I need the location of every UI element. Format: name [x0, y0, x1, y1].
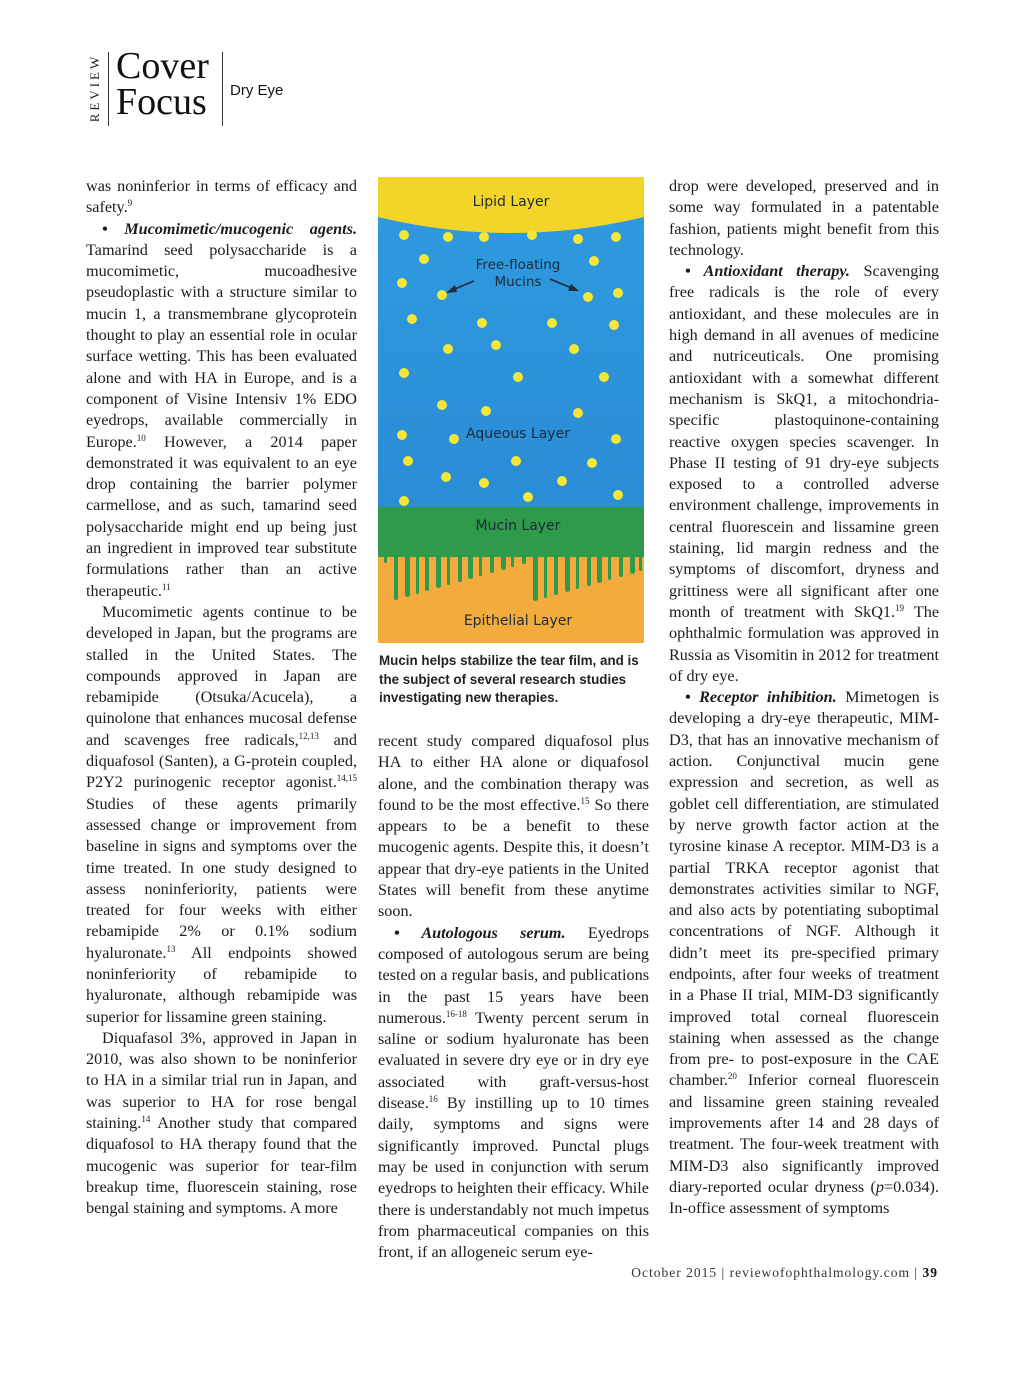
mucin-drip [630, 555, 635, 574]
mucin-drip [447, 555, 450, 585]
reference-marker: 16 [428, 1094, 438, 1105]
mucin-drip [511, 555, 514, 567]
mucin-drip [384, 555, 387, 563]
mucin-dot [407, 314, 417, 324]
subheading: • Mucomimetic/mucogenic agents. [102, 219, 357, 238]
mucin-dot [399, 496, 409, 506]
mucin-dot [477, 318, 487, 328]
section-title-line1: Cover [116, 45, 209, 87]
mucin-drip [544, 555, 547, 598]
tear-film-diagram [378, 177, 644, 643]
website: reviewofophthalmology.com [729, 1265, 911, 1280]
subheading: • Receptor inhibition. [685, 688, 837, 707]
label-aqueous-layer: Aqueous Layer [466, 426, 570, 442]
mucin-dot [419, 254, 429, 264]
section-label-text: REVIEW [87, 53, 102, 123]
label-epithelial-layer: Epithelial Layer [463, 613, 573, 629]
mucin-dot [399, 368, 409, 378]
mucin-drip [479, 555, 482, 576]
mucin-drip [576, 555, 579, 589]
mucin-drip [619, 555, 623, 577]
paragraph: Diquafasol 3%, approved in Japan in 2010, was also shown to be noninferior to HA in a similar trial run in Japan, and was superior to HA for rose bengal staining.$^{14}$ Another study that compared diquafosol to HA therapy found that the mucogenic was superior for tear-film breakup time, fluorescein staining, rose bengal staining and symptoms. A more [86, 1028, 357, 1218]
mucin-drip [639, 555, 642, 571]
paragraph: • Mucomimetic/mucogenic agents. Tamarind seed polysaccharide is a mucomimetic, mucoadhesive pseudoplastic with a structure similar to mucin 1, a transmembrane glycoprotein thought to play an essential role in ocular surface wetting. This has been evaluated alone and with HA in Europe, and is a component of Visine Intensiv 1% EDO eyedrops, available commercially in Europe.$^{10}$ However, a 2014 paper demonstrated it was equivalent to an eye drop containing the barrier polymer carmellose, and as such, tamarind seed polysaccharide might end up being just an ingredient in improved tear substitute formulations rather than an active therapeutic.$^{11}$ [86, 219, 357, 600]
mucin-dot [611, 232, 621, 242]
mucin-drip [436, 555, 441, 588]
page-number: 39 [922, 1265, 938, 1280]
mucin-dot [599, 372, 609, 382]
reference-marker: 20 [727, 1071, 737, 1082]
reference-marker: 11 [161, 581, 171, 592]
reference-marker: 9 [127, 198, 133, 209]
mucin-dot [479, 478, 489, 488]
reference-marker: 10 [136, 432, 146, 443]
mucin-dot [613, 288, 623, 298]
tear-film-figure [378, 177, 644, 643]
reference-marker: 16-18 [445, 1008, 467, 1019]
mucin-dot [611, 434, 621, 444]
label-lipid-layer: Lipid Layer [472, 194, 550, 210]
paragraph: • Antioxidant therapy. Scavenging free radicals is the role of every antioxidant, and these molecules are in high demand in all avenues of medicine and nutriceuticals. One promising antioxidant with a somewhat different mechanism is SkQ1, a mitochondria-specific plastoquinone-containing reactive oxygen species scavenger. In Phase II testing of 91 dry-eye subjects exposed to a controlled adverse environment challenge, improvements in central fluorescein and lissamine green staining, lid margin redness and the symptoms of discomfort, dryness and grittiness were all significant after one month of treatment with SkQ1.19 The ophthalmic formulation was approved in Russia as Visomitin in 2012 for treatment of dry eye. [669, 262, 940, 685]
issue-date: October 2015 [631, 1265, 718, 1280]
mucin-dot [583, 292, 593, 302]
mucin-drip [405, 555, 410, 597]
label-mucin-layer: Mucin Layer [475, 518, 561, 534]
mucin-dot [403, 456, 413, 466]
reference-marker: 14 [141, 1114, 151, 1125]
mucin-dot [573, 408, 583, 418]
mucin-dot [613, 490, 623, 500]
mucin-dot [437, 290, 447, 300]
mucin-dot [491, 340, 501, 350]
section-topic: Dry Eye [230, 82, 284, 99]
paragraph: recent study compared diquafosol plus HA to either HA alone or diquafosol alone, and the combination therapy was found to be the most effective.$^{15}$ So there appears to be a benefit to these mucogenic agents. Despite this, it doesn’t appear that dry-eye patients in the United States will benefit from these anytime soon. [378, 732, 649, 921]
mucin-dot [589, 256, 599, 266]
figure-caption: Mucin helps stabilize the tear film, and is the subject of several research studies investigating new therapies. [379, 653, 639, 705]
mucin-dot [547, 318, 557, 328]
mucin-dot [397, 430, 407, 440]
section-title [116, 45, 209, 123]
paragraph: was noninferior in terms of efficacy and safety.$^9$ [86, 177, 357, 217]
mucin-dot [587, 458, 597, 468]
mucin-drip [522, 555, 526, 564]
mucin-drip [458, 555, 462, 582]
mucin-dot [557, 476, 567, 486]
mucin-dot [443, 344, 453, 354]
mucin-drip [490, 555, 494, 573]
mucin-dot [569, 344, 579, 354]
reference-marker: 15 [580, 795, 590, 806]
mucin-dot [397, 278, 407, 288]
section-label [84, 48, 106, 128]
mucin-drip [608, 555, 611, 580]
mucin-dot [449, 434, 459, 444]
mucin-dot [609, 320, 619, 330]
column-2 [378, 731, 649, 1263]
header-divider [222, 52, 223, 126]
reference-marker: 19 [895, 602, 905, 613]
mucin-dot [443, 232, 453, 242]
mucin-dot [437, 400, 447, 410]
mucin-dot [399, 230, 409, 240]
mucin-dot [441, 472, 451, 482]
paragraph: • Receptor inhibition. Mimetogen is developing a dry-eye therapeutic, MIM-D3, that has an innovative mechanism of action. Conjunctival mucin gene expression and secretion, as well as goblet cell differentiation, are stimulated by nerve growth factor action at the tyrosine kinase A receptor. MIM-D3 is a partial TRKA receptor agonist that demonstrates activities similar to NGF, and also acts by potentiating suboptimal concentrations of NGF. Although it didn’t meet its pre-specified primary endpoints, after four weeks of treatment in a Phase II trial, MIM-D3 significantly improved total corneal fluorescein staining when assessed as the change from pre- to post-exposure in the CAE chamber.$^{20}$ Inferior corneal fluorescein and lissamine green staining revealed improvements after 14 and 28 days of treatment. The four-week treatment with MIM-D3 also significantly improved diary-reported ocular dryness (p=0.034). In-office assessment of symptoms [669, 688, 939, 1218]
mucin-dot [481, 406, 491, 416]
mucin-drip [565, 555, 570, 592]
mucin-drip [533, 555, 538, 601]
reference-marker: 13 [166, 943, 176, 954]
label-free-floating: Free-floating [475, 257, 561, 273]
mucin-drip [587, 555, 591, 586]
mucin-drip [416, 555, 419, 594]
mucin-drip [394, 555, 398, 600]
mucin-drip [501, 555, 506, 570]
header-divider [108, 52, 109, 126]
mucin-dot [511, 456, 521, 466]
subheading: • Antioxidant therapy. [685, 262, 850, 281]
mucin-dot [573, 234, 583, 244]
label-mucins: Mucins [494, 274, 542, 290]
paragraph: drop were developed, preserved and in some way formulated in a patentable fashion, patients might benefit from this technology. [669, 177, 939, 259]
mucin-dot [527, 230, 537, 240]
section-title-line2: Focus [116, 81, 207, 123]
subheading: • Autologous serum. [394, 923, 566, 942]
mucin-drip [597, 555, 602, 583]
reference-marker: 14,15 [336, 773, 357, 784]
mucin-drip [425, 555, 429, 591]
mucin-dot [479, 232, 489, 242]
mucin-drip [468, 555, 473, 579]
column-1 [86, 176, 357, 1220]
reference-marker: 12,13 [298, 730, 319, 741]
page-footer: October 2015 | reviewofophthalmology.com | 39 [631, 1265, 938, 1280]
column-3 [669, 176, 939, 1220]
mucin-dot [513, 372, 523, 382]
mucin-drip [554, 555, 558, 595]
paragraph: • Autologous serum. Eyedrops composed of autologous serum are being tested on a regular basis, and publications in the past 15 years have been numerous.$^{16-18}$ Twenty percent serum in saline or sodium hyaluronate has been evaluated in severe dry eye or in dry eye associated with graft-versus-host disease.$^{16}$ By instilling up to 10 times daily, symptoms and signs were significantly improved. Punctal plugs may be used in conjunction with serum eyedrops to heighten their efficacy. While there is understandably not much impetus from pharmaceutical companies on this front, if an allogeneic serum eye- [378, 923, 649, 1262]
mucin-dot [523, 492, 533, 502]
paragraph: Mucomimetic agents continue to be developed in Japan, but the programs are stalled in the United States. The compounds approved in Japan are rebamipide (Otsuka/Acucela), a quinolone that enhances mucosal defense and scavenges free radicals,$^{12,13}$ and diquafosol (Santen), a G-protein coupled, P2Y2 purinogenic receptor agonist.$^{14,15}$ Studies of these agents primarily assessed change or improvement from baseline in signs and symptoms over the time treated. In one study designed to assess noninferiority, patients were treated for four weeks with either rebamipide 2% or 0.1% sodium hyaluronate.$^{13}$ All endpoints showed noninferiority of rebamipide to hyaluronate, although rebamipide was superior for lissamine green staining. [86, 602, 357, 1026]
